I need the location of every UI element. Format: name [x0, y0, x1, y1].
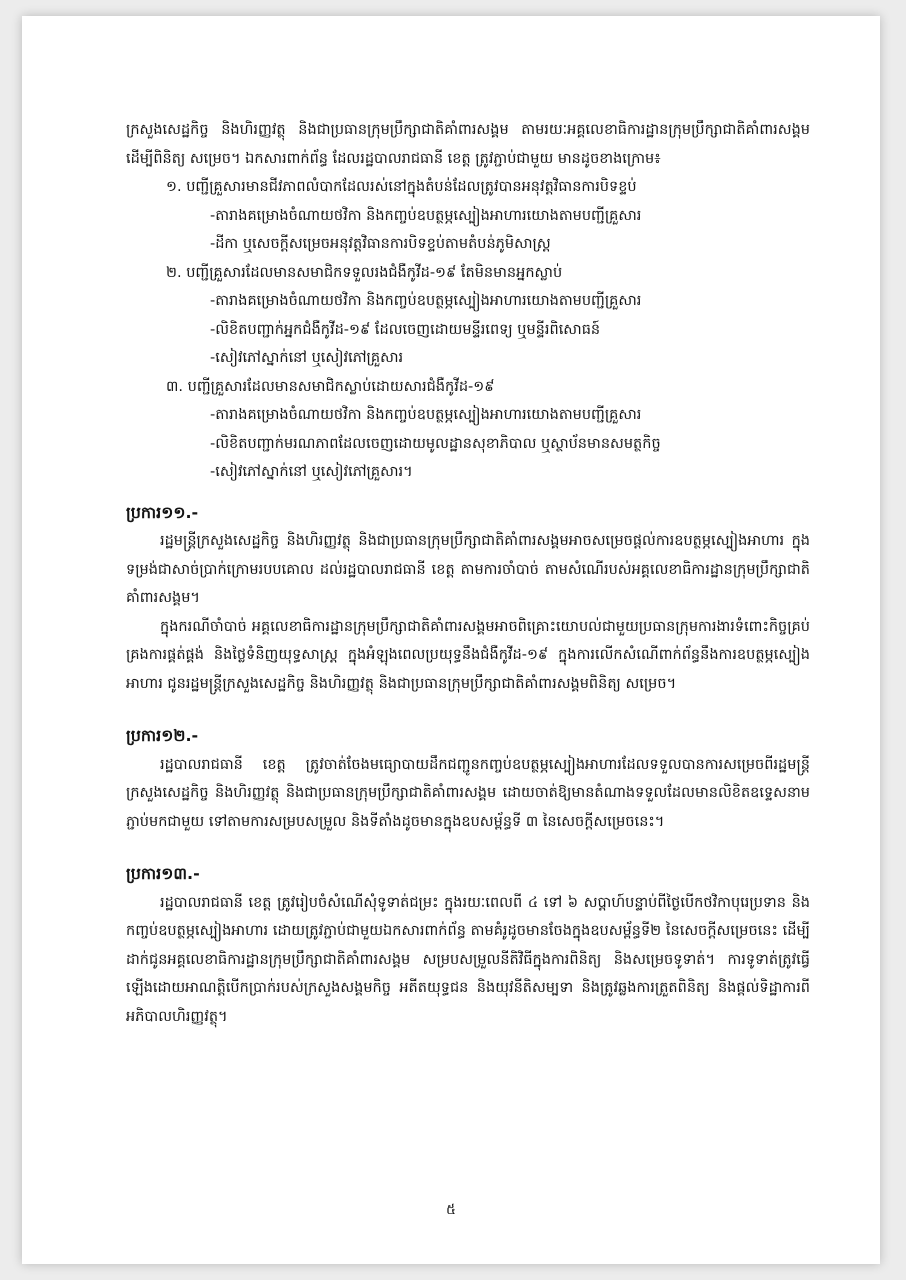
list-sub-item: -ដីកា ឬសេចក្តីសម្រេចអនុវត្តវិធានការបិទខ្ទប់តាមតំបន់ភូមិសាស្ត្រ	[210, 236, 551, 252]
list-title: ៣. បញ្ជីគ្រួសារដែលមានសមាជិកស្លាប់ដោយសារជំងឺកូវីដ-១៩	[166, 378, 495, 395]
list-sub-item: -តារាងគម្រោងចំណាយថវិកា និងកញ្ចប់ឧបត្ថម្ភស្បៀងអាហារយោងតាមបញ្ជីគ្រួសារ	[210, 207, 642, 224]
list-sub-item: -លិខិតបញ្ជាក់មរណភាពដែលចេញដោយមូលដ្ឋានសុខាភិបាល ឬស្ថាប័នមានសមត្ថកិច្ច	[210, 435, 661, 452]
document-body	[126, 116, 810, 1031]
list-sub-item: -សៀវភៅស្នាក់នៅ ឬសៀវភៅគ្រួសារ	[210, 350, 404, 366]
article-11	[126, 499, 810, 699]
document-list-1	[126, 173, 810, 259]
list-title: ២. បញ្ជីគ្រួសារដែលមានសមាជិកទទួលរងជំងឺកូវីដ-១៩ តែមិនមានអ្នកស្លាប់	[166, 264, 563, 281]
list-title: ១. បញ្ជីគ្រួសារមានជីវភាពលំបាកដែលរស់នៅក្នុងតំបន់ដែលត្រូវបានអនុវត្តវិធានការបិទខ្ទប់	[166, 179, 637, 195]
document-page	[22, 16, 880, 1264]
list-sub-item: -តារាងគម្រោងចំណាយថវិកា និងកញ្ចប់ឧបត្ថម្ភស្បៀងអាហារយោងតាមបញ្ជីគ្រួសារ	[210, 407, 642, 423]
intro-paragraph: ក្រសួងសេដ្ឋកិច្ច និងហិរញ្ញវត្ថុ និងជាប្រធានក្រុមប្រឹក្សាជាតិគាំពារសង្គម តាមរយៈអគ្គលេខាធិការដ្ឋានក្រុមប្រឹក្សាជាតិគាំពារសង្គម ដើម្បីពិនិត្យ សម្រេច។ ឯកសារពាក់ព័ន្ធ ដែលរដ្ឋបាលរាជធានី ខេត្ត ត្រូវភ្ជាប់ជាមួយ មានដូចខាងក្រោម៖	[126, 122, 810, 167]
article-paragraph: ក្នុងករណីចាំបាច់ អគ្គលេខាធិការដ្ឋានក្រុមប្រឹក្សាជាតិគាំពារសង្គមអាចពិគ្រោះយោបល់ជាមួយប្រធានក្រុមការងារទំពោះកិច្ចគ្រប់គ្រងការផ្គត់ផ្គង់ និងថ្លៃទំនិញយុទ្ធសាស្ត្រ ក្នុងអំឡុងពេលប្រយុទ្ធនឹងជំងឺកូវីដ-១៩ ក្នុងការលើកសំណើពាក់ព័ន្ធនឹងការឧបត្ថម្ភស្បៀងអាហារ ជូនរដ្ឋមន្ត្រីក្រសួងសេដ្ឋកិច្ច និងហិរញ្ញវត្ថុ និងជាប្រធានក្រុមប្រឹក្សាជាតិគាំពារសង្គមពិនិត្យ សម្រេច។	[126, 618, 810, 692]
page-number: ៥	[446, 1202, 456, 1218]
article-heading: ប្រការ១២.-	[126, 726, 199, 745]
list-sub-item: -លិខិតបញ្ជាក់អ្នកជំងឺកូវីដ-១៩ ដែលចេញដោយមន្ទីរពេទ្យ ឬមន្ទីរពិសោធន៍	[210, 321, 601, 338]
document-list-3	[126, 373, 810, 487]
article-paragraph: រដ្ឋបាលរាជធានី ខេត្ត ត្រូវរៀបចំសំណើសុំទូទាត់ជម្រះ ក្នុងរយៈពេលពី ៤ ទៅ ៦ សប្តាហ៍បន្ទាប់ពីថ្ងៃបើកថវិកាបុរេប្រទាន និងកញ្ចប់ឧបត្ថម្ភស្បៀងអាហារ ដោយត្រូវភ្ជាប់ជាមួយឯកសារពាក់ព័ន្ធ តាមគំរូដូចមានចែងក្នុងឧបសម្ព័ន្ធទី២ នៃសេចក្តីសម្រេចនេះ ដើម្បីដាក់ជូនអគ្គលេខាធិការដ្ឋានក្រុមប្រឹក្សាជាតិគាំពារសង្គម សម្របសម្រួលនីតិវិធីក្នុងការពិនិត្យ និងសម្រេចទូទាត់។ ការទូទាត់ត្រូវធ្វើឡើងដោយអាណត្តិបើកប្រាក់របស់ក្រសួងសង្គមកិច្ច អតីតយុទ្ធជន និងយុវនីតិសម្បទា និងត្រូវឆ្លងការត្រួតពិនិត្យ និងផ្តល់ទិដ្ឋាការពីអភិបាលហិរញ្ញវត្ថុ។	[126, 894, 810, 1025]
article-heading: ប្រការ១៣.-	[126, 864, 200, 883]
article-13	[126, 860, 810, 1031]
article-heading: ប្រការ១១.-	[126, 502, 199, 522]
article-12	[126, 722, 810, 836]
document-list-2	[126, 259, 810, 373]
article-paragraph: រដ្ឋបាលរាជធានី ខេត្ត ត្រូវចាត់ចែងមធ្យោបាយដឹកជញ្ជូនកញ្ចប់ឧបត្ថម្ភស្បៀងអាហារដែលទទួលបានការសម្រេចពីរដ្ឋមន្ត្រីក្រសួងសេដ្ឋកិច្ច និងហិរញ្ញវត្ថុ និងជាប្រធានក្រុមប្រឹក្សាជាតិគាំពារសង្គម ដោយចាត់ឱ្យមានតំណាងទទួលដែលមានលិខិតឧទ្ទេសនាមភ្ជាប់មកជាមួយ ទៅតាមការសម្របសម្រួល និងទីតាំងដូចមានក្នុងឧបសម្ព័ន្ធទី ៣ នៃសេចក្តីសម្រេចនេះ។	[126, 756, 810, 830]
list-sub-item: -សៀវភៅស្នាក់នៅ ឬសៀវភៅគ្រួសារ។	[210, 464, 413, 480]
list-sub-item: -តារាងគម្រោងចំណាយថវិកា និងកញ្ចប់ឧបត្ថម្ភស្បៀងអាហារយោងតាមបញ្ជីគ្រួសារ	[210, 293, 642, 309]
article-paragraph: រដ្ឋមន្ត្រីក្រសួងសេដ្ឋកិច្ច និងហិរញ្ញវត្ថុ និងជាប្រធានក្រុមប្រឹក្សាជាតិគាំពារសង្គមអាចសម្រេចផ្តល់ការឧបត្ថម្ភស្បៀងអាហារ ក្នុងទម្រង់ជាសាច់ប្រាក់ក្រោមរបបគោល ដល់រដ្ឋបាលរាជធានី ខេត្ត តាមការចាំបាច់ តាមសំណើរបស់អគ្គលេខាធិការដ្ឋានក្រុមប្រឹក្សាជាតិគាំពារសង្គម។	[126, 533, 810, 606]
